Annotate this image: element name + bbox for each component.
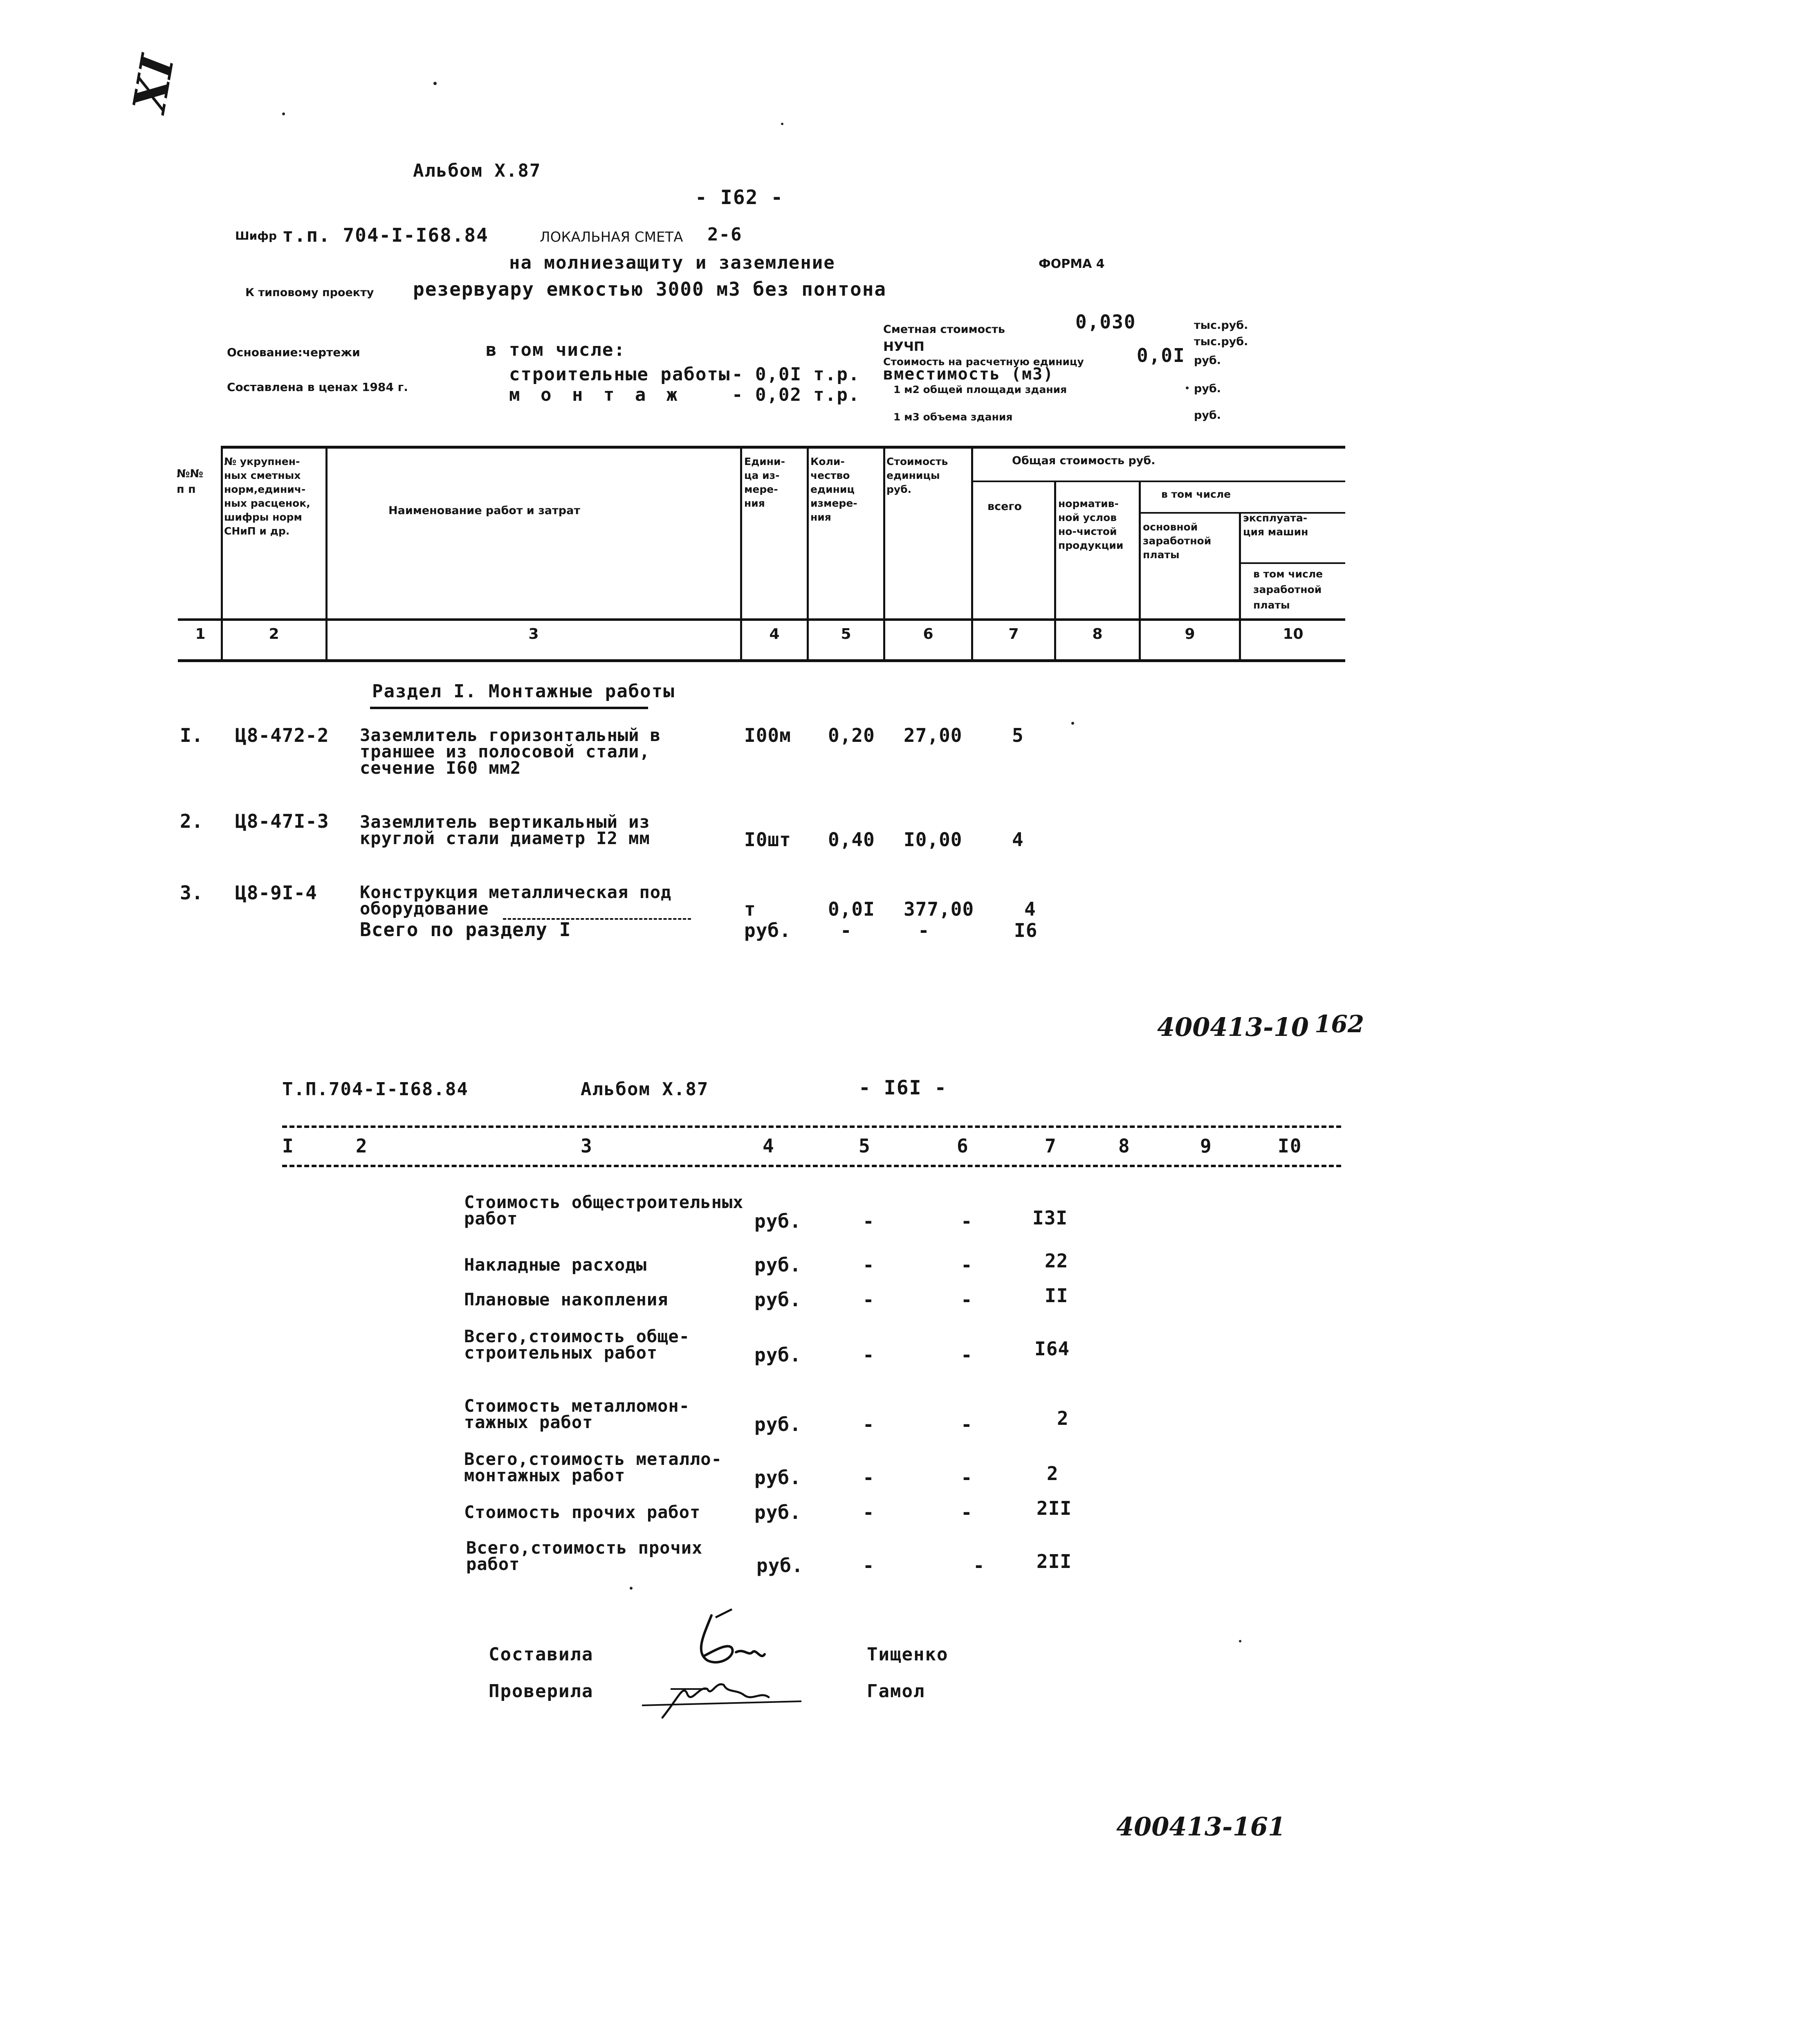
row-total: 22: [1045, 1250, 1068, 1272]
row-total: 2: [1057, 1407, 1069, 1429]
col-number: 4: [769, 626, 780, 642]
page2-code: Т.П.704-I-I68.84: [282, 1079, 469, 1100]
row-unit: руб.: [754, 1289, 801, 1311]
col-number: 2: [356, 1135, 368, 1157]
row-unit: руб.: [756, 1554, 803, 1577]
th-base-salary: основной заработной платы: [1143, 521, 1212, 561]
checked-by-label: Проверила: [489, 1681, 594, 1702]
including-label: в том числе:: [486, 339, 626, 360]
th-unit-cost: Стоимость единицы руб.: [886, 456, 948, 495]
row-name: Конструкция металлическая под оборудование: [360, 882, 672, 919]
row-number: I.: [180, 724, 204, 746]
row-unit: руб.: [754, 1467, 801, 1489]
row-price: -: [961, 1467, 973, 1489]
row-quantity: -: [863, 1554, 875, 1577]
th-total-group: Общая стоимость руб.: [1012, 454, 1156, 467]
row-code: Ц8-47I-3: [235, 810, 329, 832]
row-price: I0,00: [904, 829, 963, 851]
installation-value: - 0,02 т.р.: [732, 384, 860, 405]
row-quantity: -: [863, 1501, 875, 1523]
row-total: 5: [1012, 724, 1024, 746]
construction-label: строительные работы: [509, 364, 731, 385]
col-number: I0: [1278, 1135, 1302, 1157]
col-number: I: [282, 1135, 294, 1157]
th-norm-code: № укрупнен- ных сметных норм,единич- ных расценок, шифры норм СНиП и др.: [224, 456, 310, 537]
row-total: I3I: [1032, 1207, 1068, 1229]
row-number: 2.: [180, 810, 204, 832]
th-machines: эксплуата- ция машин: [1243, 512, 1308, 538]
row-quantity: -: [863, 1289, 875, 1311]
installation-label: м о н т а ж: [509, 384, 682, 405]
estimate-number: 2-6: [707, 224, 743, 245]
volume-unit: руб.: [1194, 409, 1221, 422]
section-title: Раздел I. Монтажные работы: [372, 681, 675, 702]
archive-page: 162: [1315, 1010, 1364, 1038]
estimate-title: ЛОКАЛЬНАЯ СМЕТА: [540, 229, 683, 245]
row-name: Всего,стоимость металло- монтажных работ: [464, 1449, 722, 1485]
album-label: Альбом X.87: [413, 160, 541, 181]
row-quantity: -: [863, 1344, 875, 1366]
row-name: Плановые накопления: [464, 1289, 669, 1310]
col-number: 9: [1200, 1135, 1212, 1157]
volume-label: 1 м3 объема здания: [893, 411, 1013, 423]
col-number: 6: [923, 626, 933, 642]
row-total: 4: [1012, 829, 1024, 851]
total-price: -: [918, 919, 930, 941]
total-quantity: -: [840, 919, 852, 941]
col-number: 9: [1185, 626, 1195, 642]
row-unit: руб.: [754, 1501, 801, 1523]
th-work-name: Наименование работ и затрат: [388, 504, 580, 517]
row-price: -: [961, 1289, 973, 1311]
signature-compiler: [687, 1607, 785, 1681]
col-number: 7: [1045, 1135, 1057, 1157]
row-total: 2II: [1037, 1497, 1072, 1519]
row-unit: т: [744, 898, 756, 920]
row-price: 377,00: [904, 898, 974, 920]
row-unit: руб.: [754, 1254, 801, 1276]
row-unit: I0шт: [744, 829, 791, 851]
row-name: Всего,стоимость обще- строительных работ: [464, 1326, 690, 1363]
margin-mark: XI: [123, 51, 184, 116]
row-total: 4: [1024, 898, 1036, 920]
project-label: К типовому проекту: [245, 286, 374, 299]
row-number: 3.: [180, 882, 204, 904]
cost-value: 0,030: [1075, 311, 1136, 333]
unit-cost-value: 0,0I: [1137, 344, 1185, 366]
col-number: 5: [859, 1135, 871, 1157]
row-total: II: [1045, 1285, 1068, 1307]
compiled-by-label: Составила: [489, 1644, 594, 1665]
area-unit: руб.: [1194, 382, 1221, 395]
row-quantity: 0,0I: [828, 898, 875, 920]
col-number: 3: [581, 1135, 593, 1157]
form-label: ФОРМА 4: [1039, 257, 1105, 271]
col-number: 6: [957, 1135, 969, 1157]
area-label: 1 м2 общей площади здания: [893, 384, 1067, 395]
row-price: -: [961, 1413, 973, 1435]
total-value: I6: [1014, 919, 1038, 941]
row-quantity: 0,20: [828, 724, 875, 746]
page2-page-number: - I6I -: [859, 1076, 947, 1099]
row-price: -: [961, 1344, 973, 1366]
row-quantity: -: [863, 1467, 875, 1489]
th-incl-group: в том числе: [1161, 488, 1231, 500]
row-quantity: -: [863, 1413, 875, 1435]
signature-checker: [638, 1673, 810, 1730]
cost-unit: тыс.руб.: [1194, 319, 1248, 332]
project-name: резервуару емкостью 3000 м3 без понтона: [413, 278, 887, 300]
col-number: 5: [841, 626, 851, 642]
construction-value: - 0,0I т.р.: [732, 364, 860, 385]
th-unit: Едини- ца из- мере- ния: [744, 456, 785, 509]
row-quantity: 0,40: [828, 829, 875, 851]
estimate-subject: на молниезащиту и заземление: [509, 252, 835, 273]
row-name: Стоимость металломон- тажных работ: [464, 1396, 690, 1432]
row-unit: руб.: [754, 1344, 801, 1366]
page-number: - I62 -: [695, 186, 784, 209]
row-name: Накладные расходы: [464, 1255, 647, 1275]
row-price: -: [961, 1254, 973, 1276]
checked-by-name: Гамол: [867, 1681, 925, 1702]
nchp-unit: тыс.руб.: [1194, 335, 1248, 348]
capacity-label: вместимость (м3): [883, 365, 1054, 384]
row-unit: руб.: [754, 1210, 801, 1232]
col-number: 1: [195, 626, 206, 642]
th-normative-product: норматив- ной услов но-чистой продукции: [1058, 498, 1124, 551]
archive-number: 400413-161: [1116, 1812, 1286, 1842]
row-price: -: [961, 1210, 973, 1232]
row-quantity: -: [863, 1254, 875, 1276]
row-code: Ц8-472-2: [235, 724, 329, 746]
compiled-by-name: Тищенко: [867, 1644, 949, 1665]
row-name: Стоимость общестроительных работ: [464, 1192, 744, 1229]
col-number: 4: [763, 1135, 775, 1157]
cost-label: Сметная стоимость: [883, 323, 1005, 336]
row-code: Ц8-9I-4: [235, 882, 317, 904]
nchp-label: НУЧП: [883, 339, 924, 354]
total-name: Всего по разделу I: [360, 919, 571, 941]
archive-number: 400413-10: [1157, 1012, 1309, 1042]
row-price: -: [973, 1554, 985, 1577]
row-price: 27,00: [904, 724, 963, 746]
basis-label: Основание:чертежи: [227, 346, 360, 359]
col-number: 8: [1092, 626, 1103, 642]
row-name: Заземлитель вертикальный из круглой стали диаметр I2 мм: [360, 812, 650, 848]
col-number: 7: [1008, 626, 1019, 642]
page2-album: Альбом X.87: [581, 1079, 709, 1100]
th-row-number: №№ п п: [177, 467, 203, 496]
th-total: всего: [987, 500, 1022, 513]
cipher-label: Шифр: [235, 229, 277, 243]
row-total: 2: [1047, 1462, 1059, 1485]
cipher-code: т.п. 704-I-I68.84: [282, 224, 489, 246]
row-unit: руб.: [754, 1413, 801, 1435]
col-number: 8: [1118, 1135, 1131, 1157]
row-name: Заземлитель горизонтальный в траншее из полосовой стали, сечение I60 мм2: [360, 725, 661, 778]
row-quantity: -: [863, 1210, 875, 1232]
col-number: 10: [1283, 626, 1304, 642]
unit-cost-label: Стоимость на расчетную единицу: [883, 356, 1084, 368]
row-name: Всего,стоимость прочих работ: [466, 1538, 703, 1574]
row-name: Стоимость прочих работ: [464, 1502, 701, 1522]
th-quantity: Коли- чество единиц измере- ния: [810, 456, 857, 523]
th-machines-salary: в том числе заработной платы: [1253, 568, 1323, 611]
total-unit: руб.: [744, 919, 791, 941]
row-total: I64: [1034, 1338, 1070, 1360]
unit-cost-unit: руб.: [1194, 354, 1221, 367]
compiled-prices: Составлена в ценах 1984 г.: [227, 380, 408, 394]
col-number: 3: [528, 626, 539, 642]
col-number: 2: [269, 626, 279, 642]
row-price: -: [961, 1501, 973, 1523]
row-total: 2II: [1037, 1550, 1072, 1572]
row-unit: I00м: [744, 724, 791, 746]
